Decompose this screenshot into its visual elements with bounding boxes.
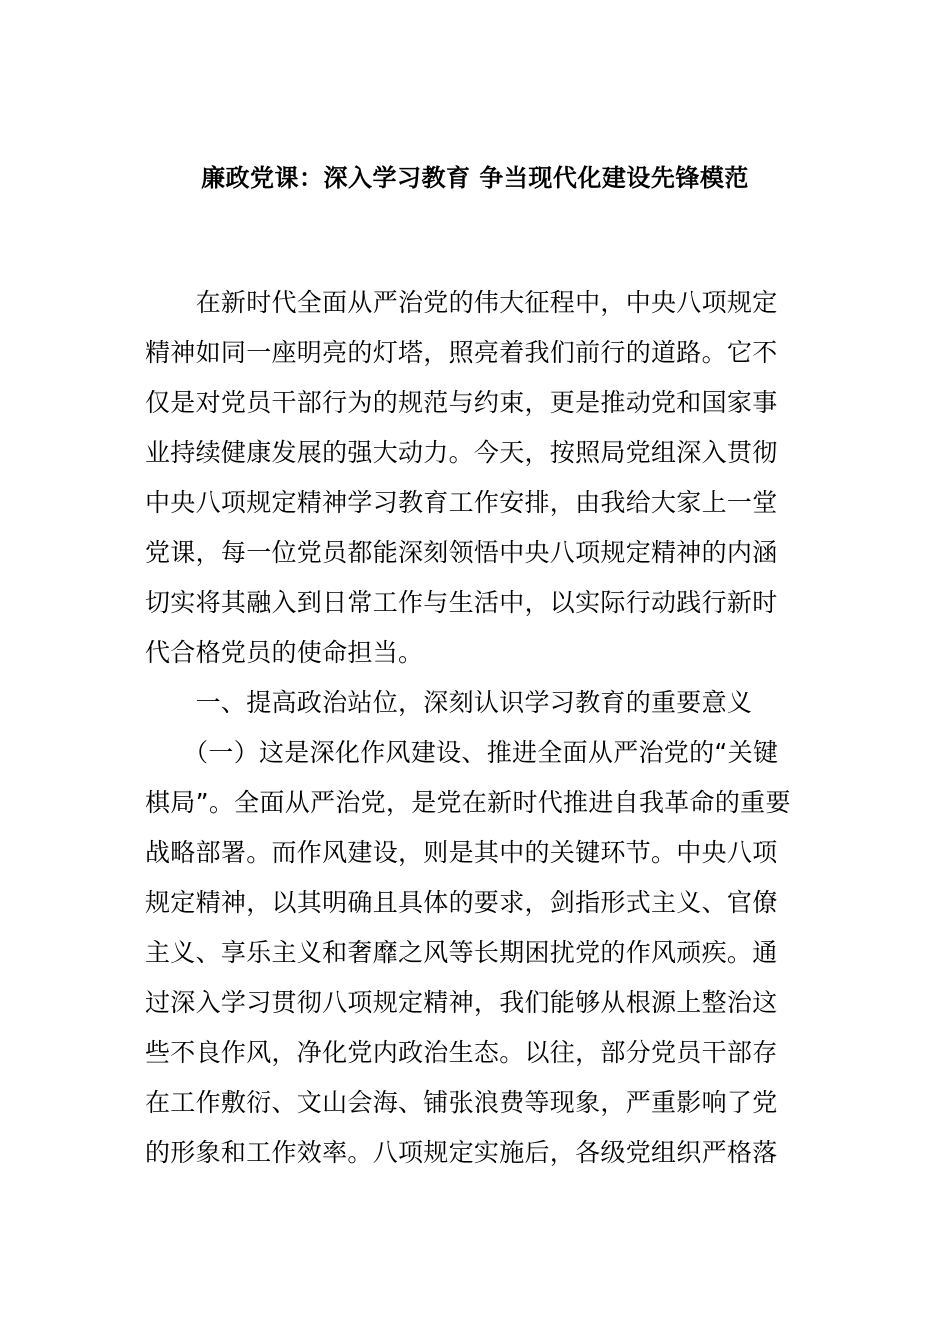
text-line: 规定精神，以其明确且具体的要求，剑指形式主义、官僚: [145, 888, 778, 917]
text-line: 精神如同一座明亮的灯塔，照亮着我们前行的道路。它不: [145, 338, 778, 367]
text-line: 切实将其融入到日常工作与生活中，以实际行动践行新时: [145, 588, 778, 617]
document-title: 廉政党课：深入学习教育 争当现代化建设先锋模范: [201, 164, 749, 192]
subsection-heading: （一）这是深化作风建设、推进全面从严治党的“关键: [145, 738, 779, 767]
text-line: 些不良作风，净化党内政治生态。以往，部分党员干部存: [145, 1038, 778, 1067]
text-line: 业持续健康发展的强大动力。今天，按照局党组深入贯彻: [145, 438, 778, 467]
text-line: 在新时代全面从严治党的伟大征程中，中央八项规定: [145, 288, 778, 317]
text-line: 过深入学习贯彻八项规定精神，我们能够从根源上整治这: [145, 988, 778, 1017]
text-line: 中央八项规定精神学习教育工作安排，由我给大家上一堂: [145, 488, 778, 517]
section-heading: 一、提高政治站位，深刻认识学习教育的重要意义: [145, 688, 753, 717]
text-line: 主义、享乐主义和奢靡之风等长期困扰党的作风顽疾。通: [145, 938, 778, 967]
text-line: 仅是对党员干部行为的规范与约束，更是推动党和国家事: [145, 388, 778, 417]
text-line: 代合格党员的使命担当。: [145, 638, 424, 667]
text-line: 的形象和工作效率。八项规定实施后，各级党组织严格落: [145, 1138, 778, 1167]
text-line: 战略部署。而作风建设，则是其中的关键环节。中央八项: [145, 838, 778, 867]
text-line: 棋局”。全面从严治党，是党在新时代推进自我革命的重要: [145, 788, 791, 817]
text-line: 在工作敷衍、文山会海、铺张浪费等现象，严重影响了党: [145, 1088, 778, 1117]
text-line: 党课，每一位党员都能深刻领悟中央八项规定精神的内涵: [145, 538, 778, 567]
document-body: [145, 283, 810, 1183]
